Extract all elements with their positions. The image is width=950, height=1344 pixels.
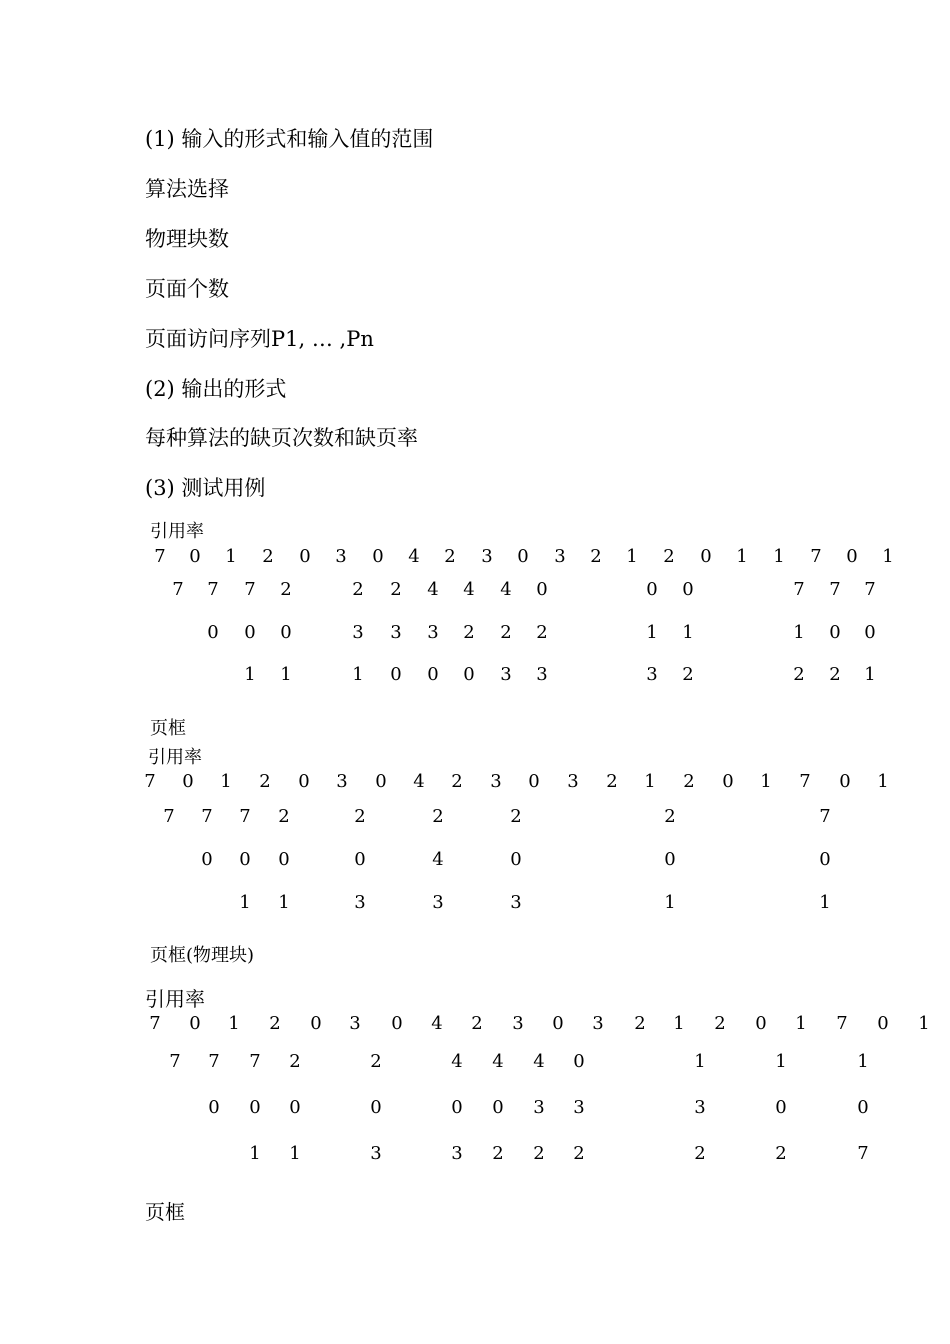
table3-frame-cell: 2	[694, 1143, 706, 1164]
table2-ref-value: 7	[144, 771, 156, 792]
table2-frame-cell: 0	[510, 849, 522, 870]
table2-ref-value: 0	[375, 771, 387, 792]
table1-frame-cell: 7	[793, 579, 805, 600]
table1-ref-value: 0	[846, 546, 858, 567]
table3-ref-value: 1	[918, 1013, 930, 1034]
table1-frame-cell: 7	[864, 579, 876, 600]
table2-ref-value: 3	[490, 771, 502, 792]
table2-frame-cell: 2	[510, 806, 522, 827]
table3-ref-value: 1	[795, 1013, 807, 1034]
table3-frame-cell: 2	[370, 1051, 382, 1072]
table2-ref-value: 7	[799, 771, 811, 792]
table2-ref-value: 2	[259, 771, 271, 792]
table1-frame-cell: 4	[500, 579, 512, 600]
table1-frame-cell: 0	[646, 579, 658, 600]
table3-frame-cell: 3	[694, 1097, 706, 1118]
table3-frame-cell: 0	[492, 1097, 504, 1118]
table1-ref-value: 3	[554, 546, 566, 567]
table1-frame-cell: 1	[244, 664, 256, 685]
table1-ref-value: 2	[663, 546, 675, 567]
table1-frame-cell: 3	[646, 664, 658, 685]
table3-frame-cell: 0	[857, 1097, 869, 1118]
table1-ref-value: 3	[335, 546, 347, 567]
table2-frame-cell: 2	[354, 806, 366, 827]
table2-frame-cell: 7	[201, 806, 213, 827]
table1-ref-value: 1	[225, 546, 237, 567]
table2-frame-cell: 0	[819, 849, 831, 870]
table2-ref-value: 2	[683, 771, 695, 792]
table3-frame-cell: 3	[370, 1143, 382, 1164]
table1-frame-cell: 1	[682, 622, 694, 643]
table3-frame-cell: 2	[573, 1143, 585, 1164]
table2-ref-value: 0	[298, 771, 310, 792]
table2-ref-label: 引用率	[148, 747, 202, 768]
table3-ref-label: 引用率	[145, 987, 205, 1011]
table1-ref-value: 0	[372, 546, 384, 567]
table2-ref-value: 0	[182, 771, 194, 792]
table3-ref-value: 3	[592, 1013, 604, 1034]
table2-frame-cell: 4	[432, 849, 444, 870]
table1-ref-value: 1	[736, 546, 748, 567]
table2-ref-value: 2	[451, 771, 463, 792]
table2-ref-value: 4	[413, 771, 425, 792]
table1-frame-cell: 4	[463, 579, 475, 600]
table3-frame-cell: 4	[533, 1051, 545, 1072]
table3-frame-cell: 0	[451, 1097, 463, 1118]
table3-frame-cell: 2	[533, 1143, 545, 1164]
table2-frame-cell: 1	[819, 892, 831, 913]
table2-ref-value: 0	[528, 771, 540, 792]
table3-frame-cell: 3	[573, 1097, 585, 1118]
table1-frame-cell: 0	[682, 579, 694, 600]
table3-frame-cell: 2	[775, 1143, 787, 1164]
table3-ref-value: 3	[349, 1013, 361, 1034]
table1-ref-value: 3	[481, 546, 493, 567]
table1-frame-cell: 7	[244, 579, 256, 600]
table3-ref-value: 0	[877, 1013, 889, 1034]
table1-frame-cell: 2	[682, 664, 694, 685]
table1-frame-cell: 2	[829, 664, 841, 685]
heading-test-cases: (3) 测试用例	[145, 476, 266, 500]
table3-frame-cell: 7	[249, 1051, 261, 1072]
item-algorithm-choice: 算法选择	[145, 177, 229, 201]
table2-frame-cell: 0	[354, 849, 366, 870]
item-page-count: 页面个数	[145, 277, 229, 301]
table1-frame-cell: 0	[207, 622, 219, 643]
table2-ref-value: 2	[606, 771, 618, 792]
table1-frame-cell: 0	[829, 622, 841, 643]
table3-frame-cell: 1	[775, 1051, 787, 1072]
table1-frame-cell: 1	[352, 664, 364, 685]
table1-frame-cell: 0	[463, 664, 475, 685]
table2-frame-cell: 2	[664, 806, 676, 827]
table3-frame-cell: 7	[169, 1051, 181, 1072]
table2-ref-value: 0	[839, 771, 851, 792]
table3-frame-cell: 2	[289, 1051, 301, 1072]
table3-frame-cell: 1	[289, 1143, 301, 1164]
table1-frame-cell: 1	[793, 622, 805, 643]
table1-frame-cell: 1	[864, 664, 876, 685]
table1-frame-cell: 2	[463, 622, 475, 643]
table3-frame-cell: 0	[249, 1097, 261, 1118]
table1-frame-cell: 0	[244, 622, 256, 643]
table1-ref-value: 1	[773, 546, 785, 567]
table1-frame-cell: 4	[427, 579, 439, 600]
table3-frame-cell: 0	[289, 1097, 301, 1118]
table1-ref-value: 4	[408, 546, 420, 567]
table3-ref-value: 1	[673, 1013, 685, 1034]
table1-ref-value: 7	[154, 546, 166, 567]
table2-ref-value: 1	[644, 771, 656, 792]
table1-frame-cell: 3	[390, 622, 402, 643]
table1-ref-value: 2	[262, 546, 274, 567]
table3-ref-value: 0	[310, 1013, 322, 1034]
table1-ref-label: 引用率	[150, 521, 204, 542]
table1-ref-value: 2	[590, 546, 602, 567]
table1-ref-value: 1	[882, 546, 894, 567]
table2-ref-value: 0	[722, 771, 734, 792]
table3-ref-value: 0	[552, 1013, 564, 1034]
table1-frame-cell: 2	[536, 622, 548, 643]
table3-frame-cell: 3	[533, 1097, 545, 1118]
table2-ref-value: 1	[760, 771, 772, 792]
table2-frame-cell: 0	[201, 849, 213, 870]
item-physical-blocks: 物理块数	[145, 227, 229, 251]
table2-frame-cell: 0	[664, 849, 676, 870]
table3-ref-value: 2	[714, 1013, 726, 1034]
table1-frame-cell: 1	[646, 622, 658, 643]
table3-frame-cell: 0	[775, 1097, 787, 1118]
table2-frame-label: 页框(物理块)	[150, 945, 255, 966]
table3-frame-cell: 0	[208, 1097, 220, 1118]
table3-frame-cell: 2	[492, 1143, 504, 1164]
item-output-description: 每种算法的缺页次数和缺页率	[145, 426, 418, 450]
table1-frame-cell: 2	[793, 664, 805, 685]
table2-ref-value: 1	[877, 771, 889, 792]
table2-ref-value: 1	[220, 771, 232, 792]
table2-frame-cell: 7	[819, 806, 831, 827]
table2-frame-cell: 1	[664, 892, 676, 913]
table1-frame-cell: 3	[352, 622, 364, 643]
table1-frame-cell: 1	[280, 664, 292, 685]
item-access-sequence: 页面访问序列P1, … ,Pn	[145, 327, 374, 351]
table1-frame-cell: 7	[829, 579, 841, 600]
table1-ref-value: 0	[700, 546, 712, 567]
table1-frame-cell: 2	[280, 579, 292, 600]
table3-frame-cell: 7	[208, 1051, 220, 1072]
table3-ref-value: 0	[755, 1013, 767, 1034]
table2-frame-cell: 3	[510, 892, 522, 913]
table2-frame-cell: 3	[432, 892, 444, 913]
table3-ref-value: 2	[269, 1013, 281, 1034]
table2-frame-cell: 0	[278, 849, 290, 870]
table1-frame-cell: 3	[427, 622, 439, 643]
table2-frame-cell: 2	[278, 806, 290, 827]
table1-frame-cell: 3	[536, 664, 548, 685]
table1-frame-label: 页框	[150, 718, 186, 739]
table1-ref-value: 2	[444, 546, 456, 567]
table1-ref-value: 0	[517, 546, 529, 567]
table1-frame-cell: 2	[352, 579, 364, 600]
table1-frame-cell: 0	[390, 664, 402, 685]
table3-frame-cell: 7	[857, 1143, 869, 1164]
table3-ref-value: 0	[391, 1013, 403, 1034]
table3-ref-value: 3	[512, 1013, 524, 1034]
table3-ref-value: 2	[634, 1013, 646, 1034]
table1-frame-cell: 0	[280, 622, 292, 643]
table3-ref-value: 1	[228, 1013, 240, 1034]
table3-frame-cell: 0	[573, 1051, 585, 1072]
table3-ref-value: 2	[471, 1013, 483, 1034]
table1-frame-cell: 7	[172, 579, 184, 600]
table3-frame-cell: 3	[451, 1143, 463, 1164]
table2-frame-cell: 7	[239, 806, 251, 827]
table2-frame-cell: 2	[432, 806, 444, 827]
table1-frame-cell: 2	[500, 622, 512, 643]
table3-ref-value: 7	[836, 1013, 848, 1034]
table1-ref-value: 1	[626, 546, 638, 567]
table2-ref-value: 3	[336, 771, 348, 792]
table3-frame-cell: 1	[857, 1051, 869, 1072]
table2-frame-cell: 7	[163, 806, 175, 827]
heading-input-form: (1) 输入的形式和输入值的范围	[145, 127, 434, 151]
table2-frame-cell: 3	[354, 892, 366, 913]
table3-ref-value: 0	[189, 1013, 201, 1034]
heading-output-form: (2) 输出的形式	[145, 377, 287, 401]
table1-frame-cell: 0	[427, 664, 439, 685]
table1-frame-cell: 7	[207, 579, 219, 600]
table1-ref-value: 0	[189, 546, 201, 567]
table3-frame-cell: 0	[370, 1097, 382, 1118]
table1-frame-cell: 0	[864, 622, 876, 643]
table3-frame-label: 页框	[145, 1200, 185, 1224]
table2-frame-cell: 1	[278, 892, 290, 913]
table3-frame-cell: 4	[451, 1051, 463, 1072]
table3-frame-cell: 1	[694, 1051, 706, 1072]
table1-frame-cell: 0	[536, 579, 548, 600]
table3-frame-cell: 4	[492, 1051, 504, 1072]
table1-frame-cell: 2	[390, 579, 402, 600]
table3-ref-value: 7	[149, 1013, 161, 1034]
table1-frame-cell: 3	[500, 664, 512, 685]
table2-ref-value: 3	[567, 771, 579, 792]
table3-frame-cell: 1	[249, 1143, 261, 1164]
table1-ref-value: 7	[810, 546, 822, 567]
table2-frame-cell: 1	[239, 892, 251, 913]
table3-ref-value: 4	[431, 1013, 443, 1034]
table1-ref-value: 0	[299, 546, 311, 567]
table2-frame-cell: 0	[239, 849, 251, 870]
